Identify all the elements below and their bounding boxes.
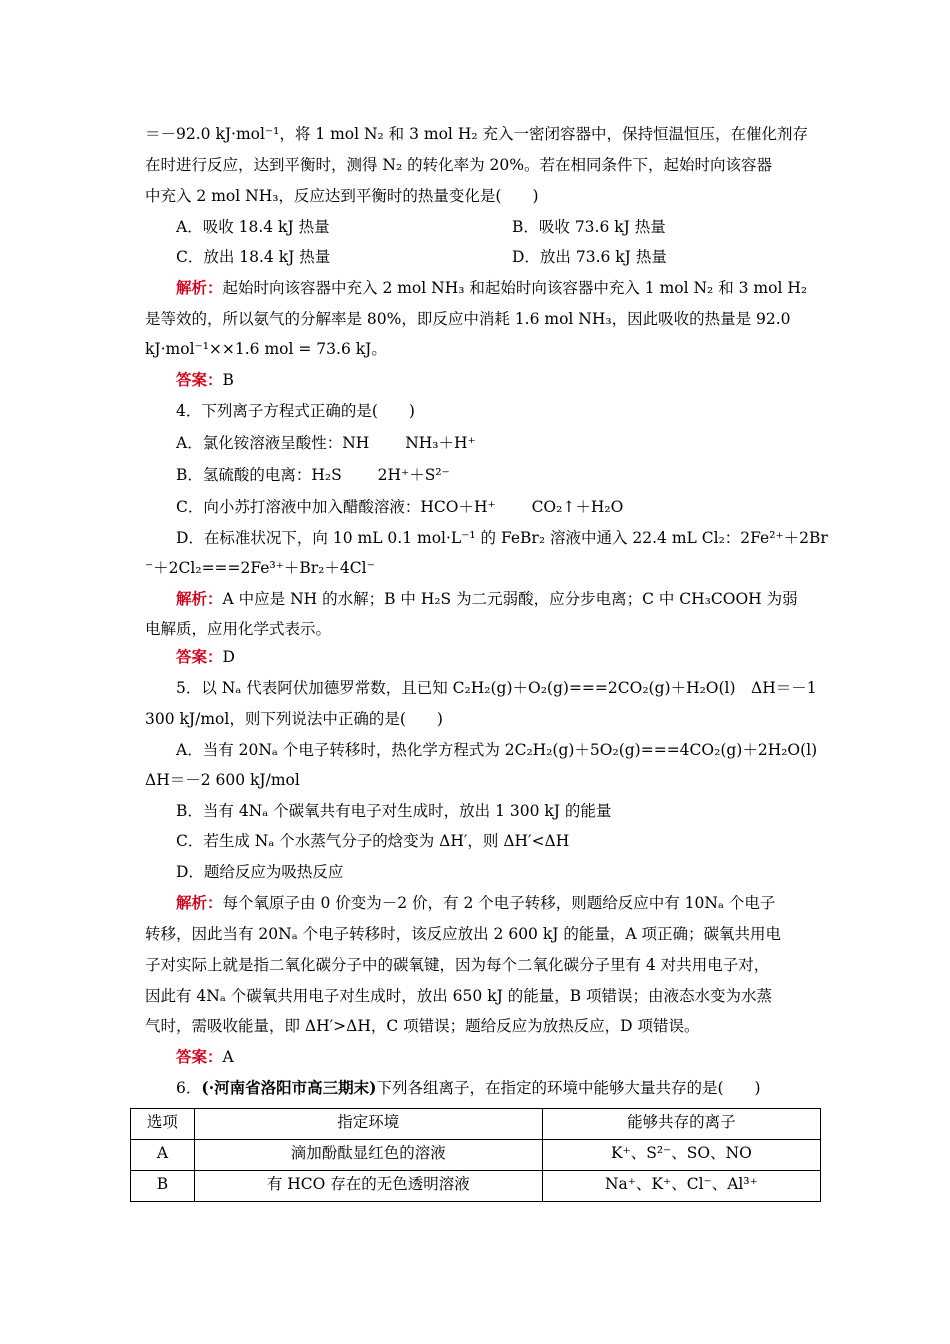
q5-analysis-line: 子对实际上就是指二氧化碳分子中的碳氧键，因为每个二氧化碳分子里有 4 对共用电子对， (145, 956, 770, 974)
q5-option-a-cont: ΔH＝－2 600 kJ/mol (145, 771, 300, 789)
q4-option-b: B．氢硫酸的电离：H₂S 2H⁺＋S²⁻ (176, 466, 450, 484)
q3-analysis-line: 是等效的，所以氨气的分解率是 80%，即反应中消耗 1.6 mol NH₃，因此吸收的热量是 92.0 (145, 310, 791, 328)
q4-stem: 4．下列离子方程式正确的是( ) (176, 402, 415, 420)
q4-analysis-line: 电解质，应用化学式表示。 (145, 620, 332, 638)
text-line: ＝－92.0 kJ·mol⁻¹，将 1 mol N₂ 和 3 mol H₂ 充入一密闭容器中，保持恒温恒压，在催化剂存 (145, 125, 808, 143)
answer-label: 答案： (176, 647, 223, 666)
table-header: 指定环境 (194, 1109, 542, 1140)
q5-analysis-line: 因此有 4Nₐ 个碳氧共用电子对生成时，放出 650 kJ 的能量，B 项错误；由液态水变为水蒸 (145, 987, 773, 1005)
answer-label: 答案： (176, 1047, 223, 1066)
q4-option-a: A．氯化铵溶液呈酸性：NH NH₃＋H⁺ (176, 434, 476, 452)
q3-analysis-line: 解析：起始时向该容器中充入 2 mol NH₃ 和起始时向该容器中充入 1 mol N₂ 和 3 mol H₂ (176, 278, 808, 297)
q5-option-b: B．当有 4Nₐ 个碳氧共有电子对生成时，放出 1 300 kJ 的能量 (176, 802, 612, 820)
q4-option-d: D．在标准状况下，向 10 mL 0.1 mol·L⁻¹ 的 FeBr₂ 溶液中通入 22.4 mL Cl₂：2Fe²⁺＋2Br (176, 529, 828, 547)
q5-stem: 5．以 Nₐ 代表阿伏加德罗常数，且已知 C₂H₂(g)＋O₂(g)===2CO₂(g)＋H₂O(l) ΔH＝－1 (176, 679, 817, 697)
table-row (131, 1171, 821, 1202)
q3-answer: 答案：B (176, 370, 234, 389)
answer-label: 答案： (176, 370, 223, 389)
q4-answer: 答案：D (176, 647, 235, 666)
table-row (131, 1140, 821, 1171)
q3-option-c: C．放出 18.4 kJ 热量 (176, 248, 331, 266)
q3-option-b: B．吸收 73.6 kJ 热量 (512, 218, 666, 236)
ion-table (130, 1108, 821, 1202)
q5-option-c: C．若生成 Nₐ 个水蒸气分子的焓变为 ΔH′，则 ΔH′<ΔH (176, 832, 570, 850)
text-line: 在时进行反应，达到平衡时，测得 N₂ 的转化率为 20%。若在相同条件下，起始时向该容器 (145, 156, 773, 174)
table-cell: 有 HCO 存在的无色透明溶液 (194, 1171, 542, 1202)
q3-analysis-line: kJ·mol⁻¹××1.6 mol = 73.6 kJ。 (145, 340, 387, 358)
q5-analysis-line: 解析：每个氧原子由 0 价变为－2 价，有 2 个电子转移，则题给反应中有 10Nₐ 个电子 (176, 893, 776, 912)
analysis-label: 解析： (176, 893, 223, 912)
table-header-row (131, 1109, 821, 1140)
table-cell: A (131, 1140, 195, 1171)
q4-option-d-cont: ⁻＋2Cl₂===2Fe³⁺＋Br₂＋4Cl⁻ (145, 559, 375, 577)
q4-option-c: C．向小苏打溶液中加入醋酸溶液：HCO＋H⁺ CO₂↑＋H₂O (176, 498, 624, 516)
q3-option-d: D．放出 73.6 kJ 热量 (512, 248, 667, 266)
table-cell: 滴加酚酞显红色的溶液 (194, 1140, 542, 1171)
q4-analysis-line: 解析：A 中应是 NH 的水解；B 中 H₂S 为二元弱酸，应分步电离；C 中 CH₃COOH 为弱 (176, 589, 798, 608)
question-source: (·河南省洛阳市高三期末) (201, 1078, 377, 1097)
table-cell: B (131, 1171, 195, 1202)
table-header: 能够共存的离子 (542, 1109, 820, 1140)
analysis-label: 解析： (176, 589, 223, 608)
q5-analysis-line: 气时，需吸收能量，即 ΔH′>ΔH，C 项错误；题给反应为放热反应，D 项错误。 (145, 1017, 700, 1035)
text-line: 中充入 2 mol NH₃，反应达到平衡时的热量变化是( ) (145, 187, 539, 205)
table-cell: K⁺、S²⁻、SO、NO (542, 1140, 820, 1171)
q5-option-d: D．题给反应为吸热反应 (176, 863, 344, 881)
q6-stem: 6．(·河南省洛阳市高三期末)下列各组离子，在指定的环境中能够大量共存的是( ) (176, 1078, 761, 1097)
q5-analysis-line: 转移，因此当有 20Nₐ 个电子转移时，该反应放出 2 600 kJ 的能量，A 项正确；碳氧共用电 (145, 925, 782, 943)
table-cell: Na⁺、K⁺、Cl⁻、Al³⁺ (542, 1171, 820, 1202)
table-header: 选项 (131, 1109, 195, 1140)
q5-stem-cont: 300 kJ/mol，则下列说法中正确的是( ) (145, 710, 443, 728)
analysis-label: 解析： (176, 278, 223, 297)
q5-option-a: A．当有 20Nₐ 个电子转移时，热化学方程式为 2C₂H₂(g)＋5O₂(g)===4CO₂(g)＋2H₂O(l) (176, 741, 818, 759)
q5-answer: 答案：A (176, 1047, 234, 1066)
q3-option-a: A．吸收 18.4 kJ 热量 (176, 218, 330, 236)
